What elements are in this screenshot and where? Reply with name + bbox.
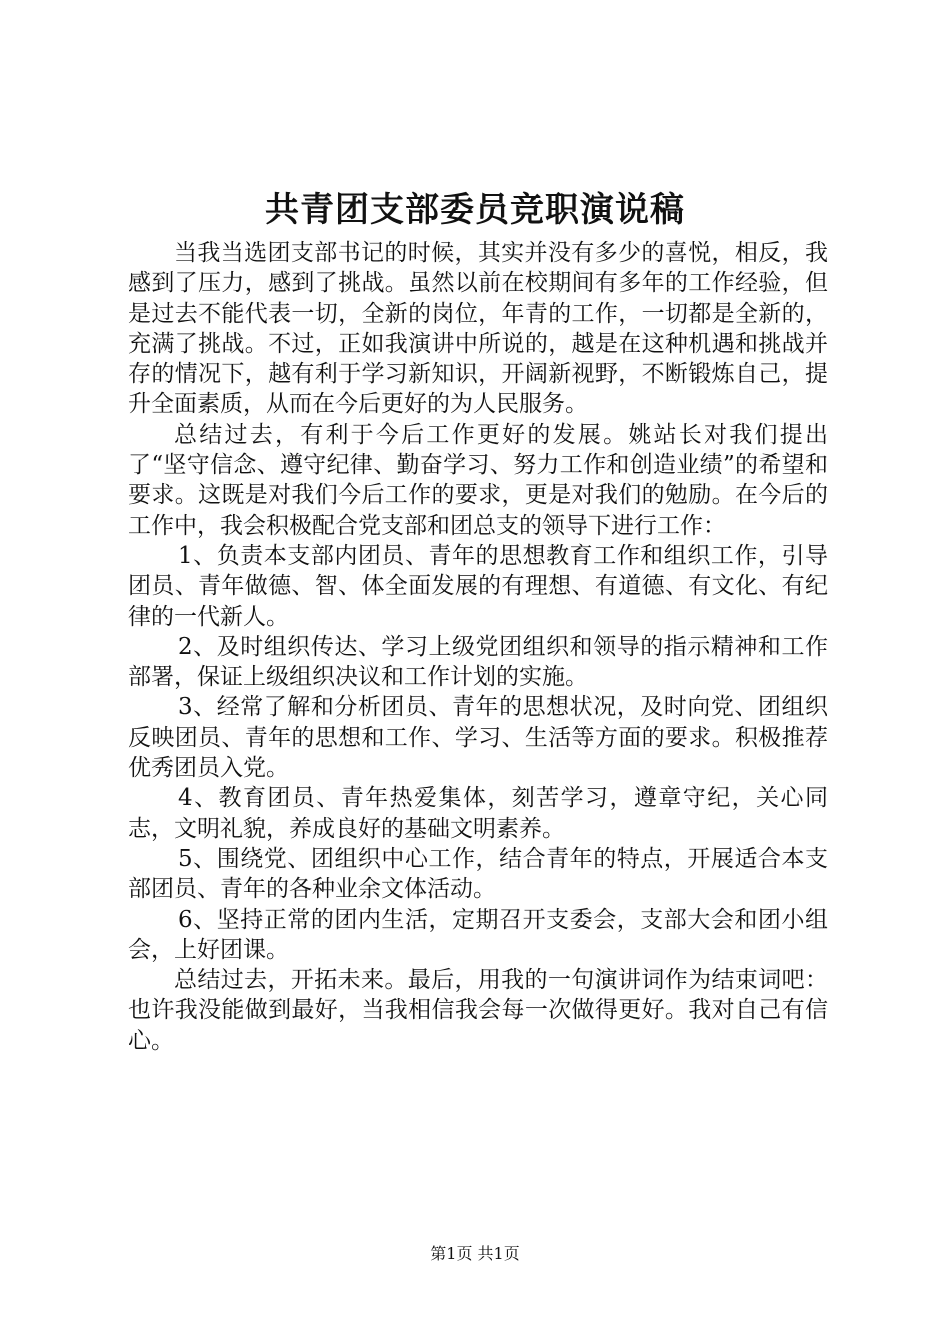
list-item-2: 2、及时组织传达、学习上级党团组织和领导的指示精神和工作部署，保证上级组织决议和工作计划的实施。: [128, 633, 828, 691]
document-title: 共青团支部委员竞职演说稿: [265, 190, 685, 230]
page-number-footer: 第1页 共1页: [430, 1244, 520, 1263]
paragraph-closing: 总结过去，开拓未来。最后，用我的一句演讲词作为结束词吧：也许我没能做到最好，当我相信我会每一次做得更好。我对自己有信心。: [128, 967, 828, 1054]
paragraph-intro: 当我当选团支部书记的时候，其实并没有多少的喜悦，相反，我感到了压力，感到了挑战。虽然以前在校期间有多年的工作经验，但是过去不能代表一切，全新的岗位，年青的工作，一切都是全新的，充满了挑战。不过，正如我演讲中所说的，越是在这种机遇和挑战并存的情况下，越有利于学习新知识，开阔新视野，不断锻炼自己，提升全面素质，从而在今后更好的为人民服务。: [128, 240, 828, 418]
list-item-5: 5、围绕党、团组织中心工作，结合青年的特点，开展适合本支部团员、青年的各种业余文体活动。: [128, 845, 828, 903]
list-item-6: 6、坚持正常的团内生活，定期召开支委会，支部大会和团小组会，上好团课。: [128, 906, 828, 963]
document-body: [128, 238, 828, 1056]
list-item-1: 1、负责本支部内团员、青年的思想教育工作和组织工作，引导团员、青年做德、智、体全面发展的有理想、有道德、有文化、有纪律的一代新人。: [128, 542, 828, 630]
list-item-4: 4、教育团员、青年热爱集体，刻苦学习，遵章守纪，关心同志，文明礼貌，养成良好的基础文明素养。: [128, 785, 828, 842]
paragraph-summary: 总结过去，有利于今后工作更好的发展。姚站长对我们提出了“坚守信念、遵守纪律、勤奋学习、努力工作和创造业绩”的希望和要求。这既是对我们今后工作的要求，更是对我们的勉励。在今后的工作中，我会积极配合党支部和团总支的领导下进行工作：: [128, 421, 828, 539]
list-item-3: 3、经常了解和分析团员、青年的思想状况，及时向党、团组织反映团员、青年的思想和工作、学习、生活等方面的要求。积极推荐优秀团员入党。: [128, 694, 828, 782]
